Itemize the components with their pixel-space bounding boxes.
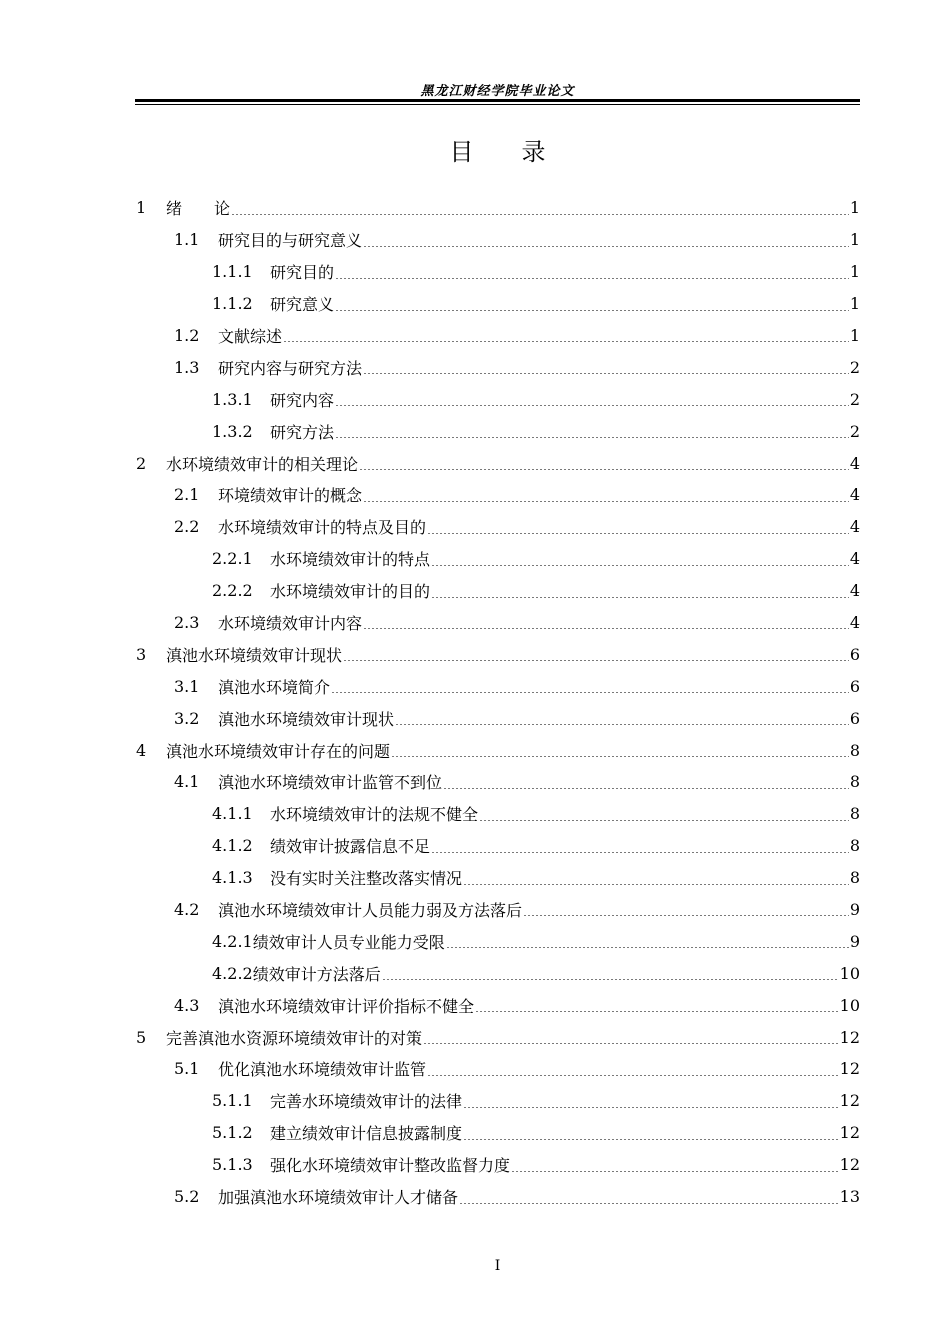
- toc-entry[interactable]: [136, 798, 860, 830]
- toc-entry-label: 研究目的与研究意义: [218, 231, 363, 251]
- toc-entry-page: 10: [839, 963, 860, 983]
- toc-entry-label: 绩效审计人员专业能力受限: [252, 932, 445, 952]
- toc-entry-page: 8: [849, 868, 860, 888]
- toc-entry-label: 研究内容与研究方法: [218, 358, 363, 378]
- toc-entry[interactable]: [136, 830, 860, 862]
- toc-entry-number: 3.2: [174, 708, 200, 728]
- toc-entry-label: 滇池水环境绩效审计存在的问题: [166, 741, 391, 761]
- toc-dot-leader: [331, 692, 849, 693]
- toc-entry-number: 2.2.2: [212, 581, 253, 601]
- toc-dot-leader: [463, 1107, 839, 1108]
- toc-entry-label: 完善水环境绩效审计的法律: [270, 1092, 463, 1112]
- toc-entry[interactable]: [136, 320, 860, 352]
- toc-entry[interactable]: [136, 383, 860, 415]
- toc-entry-number: 1.3: [174, 357, 200, 377]
- toc-entry[interactable]: [136, 447, 860, 479]
- toc-entry-label: 滇池水环境绩效审计现状: [218, 709, 395, 729]
- toc-entry[interactable]: [136, 766, 860, 798]
- toc-entry-page: 8: [849, 836, 860, 856]
- toc-entry-number: 1.2: [174, 326, 200, 345]
- toc-entry-page: 4: [849, 581, 860, 601]
- toc-entry-number: 3.1: [174, 676, 200, 696]
- toc-entry-page: 8: [849, 804, 860, 824]
- toc-entry-number: 5.1: [174, 1059, 200, 1079]
- toc-entry-label: 优化滇池水环境绩效审计监管: [218, 1060, 427, 1080]
- toc-entry[interactable]: [136, 1117, 860, 1149]
- toc-dot-leader: [443, 788, 849, 789]
- toc-dot-leader: [382, 979, 839, 980]
- toc-entry-label: 水环境绩效审计的法规不健全: [270, 805, 479, 825]
- toc-entry-page: 12: [839, 1059, 860, 1079]
- toc-entry[interactable]: [136, 288, 860, 320]
- footer-page-number: I: [494, 1258, 501, 1274]
- toc-entry[interactable]: [136, 957, 860, 989]
- toc-entry-number: 1.3.2: [212, 421, 253, 441]
- toc-entry[interactable]: [136, 575, 860, 607]
- toc-entry[interactable]: [136, 1085, 860, 1117]
- toc-dot-leader: [431, 597, 849, 598]
- toc-dot-leader: [427, 533, 849, 534]
- toc-entry-label: 建立绩效审计信息披露制度: [270, 1124, 463, 1144]
- toc-dot-leader: [463, 1139, 839, 1140]
- toc-entry-page: 2: [849, 389, 860, 409]
- toc-dot-leader: [479, 820, 849, 821]
- toc-entry[interactable]: [136, 894, 860, 926]
- toc-dot-leader: [363, 628, 849, 629]
- toc-entry-page: 2: [849, 421, 860, 441]
- toc-entry[interactable]: [136, 734, 860, 766]
- toc-entry-label: 水环境绩效审计的特点及目的: [218, 518, 427, 538]
- toc-entry-page: 1: [849, 198, 860, 218]
- toc-entry-number: 4.2: [174, 900, 200, 920]
- toc-entry-label: 水环境绩效审计的目的: [270, 582, 431, 602]
- toc-entry-label: 绩效审计披露信息不足: [270, 837, 431, 857]
- toc-dot-leader: [395, 724, 849, 725]
- toc-entry-number: 4.2.1: [212, 931, 253, 951]
- toc-dot-leader: [363, 246, 849, 247]
- toc-entry[interactable]: [136, 1021, 860, 1053]
- toc-heading: [135, 132, 860, 167]
- toc-dot-leader: [423, 1043, 839, 1044]
- toc-entry-number: 5: [136, 1027, 147, 1047]
- toc-entry-page: 12: [839, 1027, 860, 1047]
- toc-entry-page: 1: [849, 262, 860, 282]
- toc-entry-page: 12: [839, 1091, 860, 1111]
- toc-entry-page: 1: [849, 326, 860, 345]
- toc-entry[interactable]: [136, 702, 860, 734]
- toc-entry-page: 4: [849, 485, 860, 505]
- toc-dot-leader: [335, 437, 849, 438]
- toc-entry-number: 4: [136, 740, 147, 760]
- toc-entry-label: 水环境绩效审计的特点: [270, 550, 431, 570]
- toc-dot-leader: [463, 884, 849, 885]
- toc-entry-page: 12: [839, 1123, 860, 1143]
- toc-entry-page: 9: [849, 931, 860, 951]
- toc-dot-leader: [231, 214, 849, 215]
- toc-dot-leader: [446, 947, 849, 948]
- toc-dot-leader: [335, 278, 849, 279]
- toc-dot-leader: [363, 501, 849, 502]
- toc-entry[interactable]: [136, 351, 860, 383]
- toc-entry[interactable]: [136, 1149, 860, 1181]
- toc-dot-leader: [335, 405, 849, 406]
- toc-entry-label: 文献综述: [218, 327, 283, 346]
- toc-entry-label: 滇池水环境绩效审计监管不到位: [218, 773, 443, 793]
- toc-entry-page: 1: [849, 294, 860, 314]
- toc-dot-leader: [475, 1011, 839, 1012]
- toc-entry[interactable]: [136, 415, 860, 447]
- toc-entry[interactable]: [136, 1181, 860, 1213]
- toc-dot-leader: [431, 565, 849, 566]
- toc-dot-leader: [427, 1075, 839, 1076]
- toc-entry-label: 环境绩效审计的概念: [218, 486, 363, 506]
- toc-dot-leader: [391, 756, 849, 757]
- table-of-contents: [136, 192, 860, 1213]
- toc-entry-number: 2.2.1: [212, 549, 253, 569]
- toc-entry-page: 13: [839, 1187, 860, 1207]
- toc-entry-page: 8: [849, 772, 860, 792]
- toc-entry-page: 1: [849, 230, 860, 250]
- toc-entry[interactable]: [136, 192, 860, 224]
- toc-entry[interactable]: [136, 543, 860, 575]
- toc-entry-label: 滇池水环境简介: [218, 677, 331, 697]
- toc-entry-label: 完善滇池水资源环境绩效审计的对策: [166, 1028, 423, 1048]
- header-rule-thick: [135, 99, 860, 102]
- toc-entry-number: 5.1.2: [212, 1123, 253, 1143]
- toc-entry[interactable]: [136, 224, 860, 256]
- toc-entry-label: 加强滇池水环境绩效审计人才储备: [218, 1188, 459, 1208]
- toc-entry-label: 水环境绩效审计内容: [218, 614, 363, 634]
- toc-entry[interactable]: [136, 479, 860, 511]
- header-rule-thin: [135, 104, 860, 105]
- toc-entry-number: 1.3.1: [212, 389, 253, 409]
- toc-entry-label: 研究内容: [270, 390, 335, 410]
- toc-entry-page: 6: [849, 708, 860, 728]
- toc-entry-page: 6: [849, 676, 860, 696]
- toc-dot-leader: [335, 310, 849, 311]
- toc-entry-number: 2.2: [174, 517, 200, 537]
- toc-entry-number: 2: [136, 453, 147, 473]
- toc-entry-label: 研究意义: [270, 295, 335, 315]
- toc-entry[interactable]: [136, 670, 860, 702]
- toc-heading-part2: 录: [521, 138, 546, 166]
- toc-entry-label: 绪 论: [166, 199, 231, 219]
- toc-dot-leader: [523, 915, 849, 916]
- toc-entry-number: 5.1.1: [212, 1091, 253, 1111]
- toc-entry-label: 没有实时关注整改落实情况: [270, 869, 463, 889]
- toc-entry-number: 1.1.1: [212, 262, 253, 282]
- toc-entry-number: 4.2.2: [212, 963, 253, 983]
- toc-entry-number: 1.1: [174, 230, 200, 250]
- toc-entry-page: 9: [849, 900, 860, 920]
- toc-entry-number: 1: [136, 198, 147, 218]
- toc-entry-number: 4.1.1: [212, 804, 253, 824]
- toc-entry-label: 滇池水环境绩效审计人员能力弱及方法落后: [218, 901, 523, 921]
- toc-entry[interactable]: [136, 989, 860, 1021]
- toc-dot-leader: [359, 469, 849, 470]
- toc-entry-label: 强化水环境绩效审计整改监督力度: [270, 1156, 511, 1176]
- toc-entry[interactable]: [136, 1053, 860, 1085]
- toc-entry-number: 2.1: [174, 485, 200, 505]
- toc-dot-leader: [511, 1171, 839, 1172]
- toc-dot-leader: [459, 1203, 839, 1204]
- toc-entry[interactable]: [136, 862, 860, 894]
- toc-dot-leader: [431, 852, 849, 853]
- toc-entry[interactable]: [136, 925, 860, 957]
- toc-entry-number: 5.1.3: [212, 1155, 253, 1175]
- toc-entry-page: 10: [839, 995, 860, 1015]
- toc-entry-page: 4: [849, 453, 860, 473]
- toc-dot-leader: [363, 373, 849, 374]
- toc-entry-page: 6: [849, 644, 860, 664]
- toc-entry-label: 研究方法: [270, 422, 335, 442]
- document-header-title: 黑龙江财经学院毕业论文: [420, 84, 575, 99]
- toc-entry-label: 水环境绩效审计的相关理论: [166, 454, 359, 474]
- toc-dot-leader: [283, 341, 849, 342]
- toc-entry-number: 4.1.2: [212, 836, 253, 856]
- toc-entry-number: 3: [136, 644, 147, 664]
- toc-entry[interactable]: [136, 256, 860, 288]
- toc-entry-page: 4: [849, 549, 860, 569]
- toc-entry[interactable]: [136, 607, 860, 639]
- toc-entry-page: 4: [849, 613, 860, 633]
- toc-entry-page: 12: [839, 1155, 860, 1175]
- toc-heading-part1: 目: [449, 138, 474, 166]
- toc-entry-number: 5.2: [174, 1187, 200, 1207]
- toc-entry-number: 1.1.2: [212, 294, 253, 314]
- toc-entry-page: 2: [849, 357, 860, 377]
- toc-entry-label: 研究目的: [270, 263, 335, 283]
- toc-entry-page: 4: [849, 517, 860, 537]
- toc-entry-label: 滇池水环境绩效审计现状: [166, 645, 343, 665]
- toc-entry[interactable]: [136, 638, 860, 670]
- toc-entry-number: 2.3: [174, 613, 200, 633]
- toc-dot-leader: [343, 660, 849, 661]
- toc-entry-label: 绩效审计方法落后: [252, 964, 381, 984]
- toc-entry-number: 4.3: [174, 995, 200, 1015]
- toc-entry-label: 滇池水环境绩效审计评价指标不健全: [218, 996, 475, 1016]
- toc-entry[interactable]: [136, 511, 860, 543]
- toc-entry-number: 4.1.3: [212, 868, 253, 888]
- toc-entry-number: 4.1: [174, 772, 200, 792]
- toc-entry-page: 8: [849, 740, 860, 760]
